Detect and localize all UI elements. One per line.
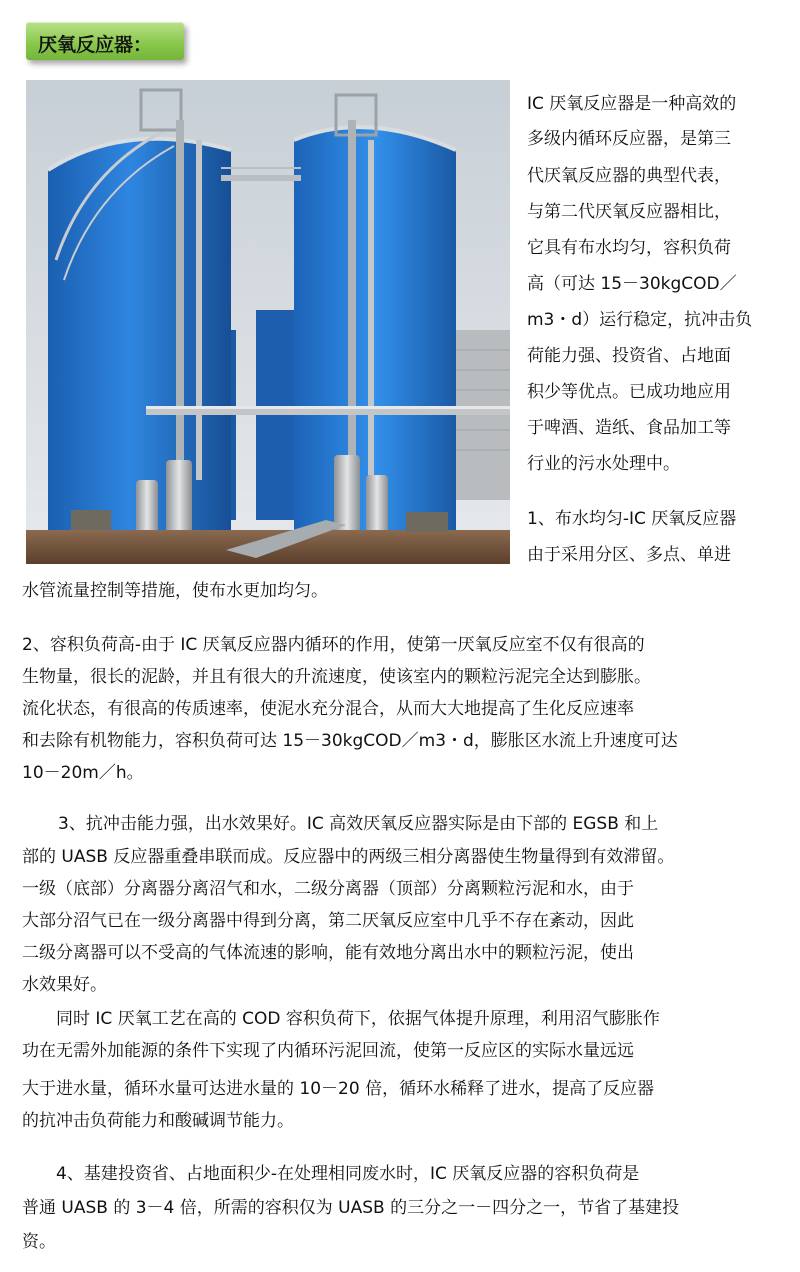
point3-line: 部的 UASB 反应器重叠串联而成。反应器中的两级三相分离器使生物量得到有效滞留。 — [22, 847, 675, 867]
point3-line: 一级（底部）分离器分离沼气和水，二级分离器（顶部）分离颗粒污泥和水，由于 — [22, 879, 634, 899]
point2-line: 生物量，很长的泥龄，并且有很大的升流速度，使该室内的颗粒污泥完全达到膨胀。 — [22, 667, 651, 687]
intro-line: IC 厌氧反应器是一种高效的 — [527, 94, 737, 114]
intro-line: 它具有布水均匀，容积负荷 — [527, 238, 731, 258]
cod-line: 的抗冲击负荷能力和酸碱调节能力。 — [22, 1111, 294, 1131]
intro-line: 行业的污水处理中。 — [527, 454, 680, 474]
point4-line: 资。 — [22, 1232, 56, 1252]
point1-line: 1、布水均匀-IC 厌氧反应器 — [527, 509, 737, 529]
section-title: 厌氧反应器： — [38, 34, 153, 56]
cod-line: 同时 IC 厌氧工艺在高的 COD 容积负荷下，依据气体提升原理，利用沼气膨胀作 — [56, 1009, 660, 1029]
intro-line: 积少等优点。已成功地应用 — [527, 382, 731, 402]
intro-line: 高（可达 15－30kgCOD／ — [527, 274, 737, 294]
intro-line: 多级内循环反应器，是第三 — [527, 129, 731, 149]
point1-line: 水管流量控制等措施，使布水更加均匀。 — [22, 581, 328, 601]
intro-line: 代厌氧反应器的典型代表， — [527, 166, 731, 186]
reactor-photo — [26, 80, 510, 564]
point3-line: 大部分沼气已在一级分离器中得到分离，第二厌氧反应室中几乎不存在紊动，因此 — [22, 911, 634, 931]
point3-line: 二级分离器可以不受高的气体流速的影响，能有效地分离出水中的颗粒污泥，使出 — [22, 943, 634, 963]
intro-line: 于啤酒、造纸、食品加工等 — [527, 418, 731, 438]
point4-line: 普通 UASB 的 3－4 倍，所需的容积仅为 UASB 的三分之一－四分之一，节省了基建投 — [22, 1198, 680, 1218]
section-title-tab — [26, 22, 184, 60]
point3-line: 3、抗冲击能力强，出水效果好。IC 高效厌氧反应器实际是由下部的 EGSB 和上 — [58, 814, 659, 834]
point2-line: 和去除有机物能力，容积负荷可达 15－30kgCOD／m3・d，膨胀区水流上升速度可达 — [22, 731, 678, 751]
intro-line: 荷能力强、投资省、占地面 — [527, 346, 731, 366]
point3-line: 水效果好。 — [22, 975, 107, 995]
cod-line: 功在无需外加能源的条件下实现了内循环污泥回流，使第一反应区的实际水量远远 — [22, 1041, 634, 1061]
intro-line: 与第二代厌氧反应器相比， — [527, 202, 731, 222]
point4-line: 4、基建投资省、占地面积少-在处理相同废水时，IC 厌氧反应器的容积负荷是 — [56, 1164, 640, 1184]
intro-line: m3・d）运行稳定，抗冲击负 — [527, 310, 753, 330]
point1-line: 由于采用分区、多点、单进 — [527, 545, 731, 565]
cod-line: 大于进水量，循环水量可达进水量的 10－20 倍，循环水稀释了进水，提高了反应器 — [22, 1079, 655, 1099]
point2-line: 2、容积负荷高-由于 IC 厌氧反应器内循环的作用，使第一厌氧反应室不仅有很高的 — [22, 635, 645, 655]
point2-line: 流化状态，有很高的传质速率，使泥水充分混合，从而大大地提高了生化反应速率 — [22, 699, 634, 719]
point2-line: 10－20m／h。 — [22, 763, 144, 783]
